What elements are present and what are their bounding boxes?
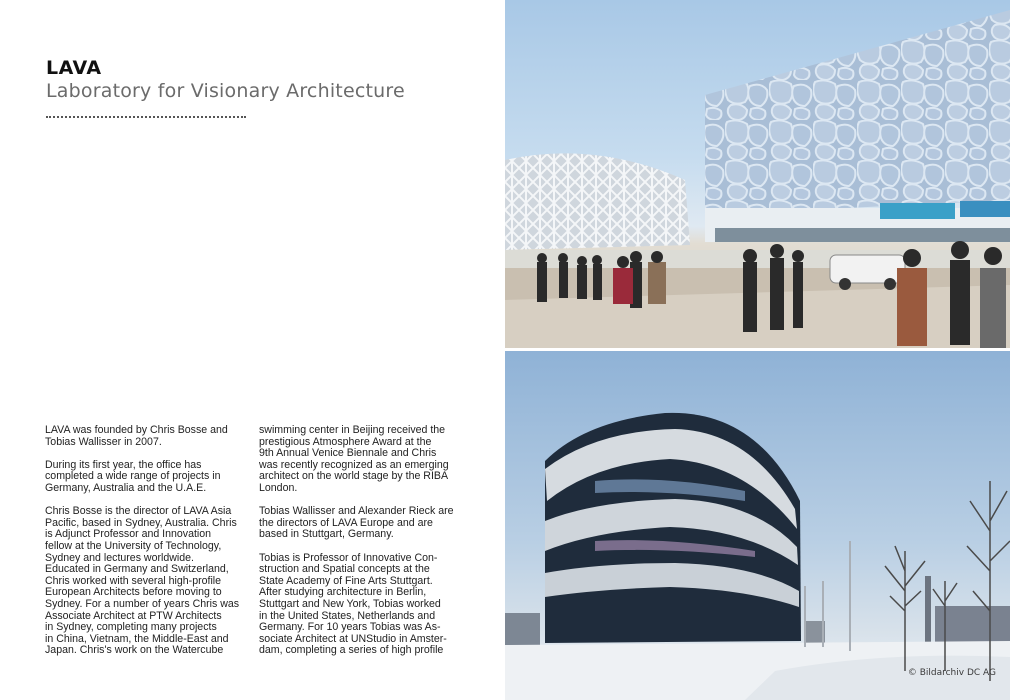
text-column-1 [45, 425, 245, 668]
paragraph: Tobias is Professor of Innovative Con- struction and Spatial concepts at the State Academy of Fine Arts Stuttgart. After studying architecture in Berlin, Stuttgart and New York, Tobias worked in the United States, Netherlands and Germany. For 10 years Tobias was As- sociate Architect at UNStudio in Amster- dam, completing a series of high profile [259, 551, 447, 657]
photo-credit: © Bildarchiv DC AG [907, 668, 996, 678]
paragraph: LAVA was founded by Chris Bosse and Tobias Wallisser in 2007. [45, 424, 228, 448]
paragraph: Tobias Wallisser and Alexander Rieck are the directors of LAVA Europe and are based in Stuttgart, Germany. [259, 505, 454, 541]
museum-photo [505, 351, 1010, 700]
museum-illustration [505, 351, 1010, 700]
paragraph: Chris Bosse is the director of LAVA Asia Pacific, based in Sydney, Australia. Chris is Adjunct Professor and Innovation fellow at the University of Technology, Sydney and lectures worldwide. Educated in Germany and Switzerland, Chris worked with several high-profile European Architects before moving to Sydney. For a number of years Chris was Associate Architect at PTW Architects in Sydney, completing many projects in China, Vietnam, the Middle-East and Japan. Chris's work on the Watercube [45, 505, 240, 657]
watercube-illustration [505, 0, 1010, 348]
page-title: LAVA [46, 57, 102, 79]
dotted-divider [46, 116, 246, 118]
page-subtitle: Laboratory for Visionary Architecture [46, 80, 405, 102]
text-column-2 [259, 425, 459, 668]
paragraph: swimming center in Beijing received the prestigious Atmosphere Award at the 9th Annual Venice Biennale and Chris was recently recognized as an emerging architect on the world stage by the RIBA London. [259, 424, 449, 494]
watercube-photo [505, 0, 1010, 348]
photo-page [505, 0, 1010, 700]
paragraph: During its first year, the office has completed a wide range of projects in Germany, Australia and the U.A.E. [45, 458, 221, 494]
